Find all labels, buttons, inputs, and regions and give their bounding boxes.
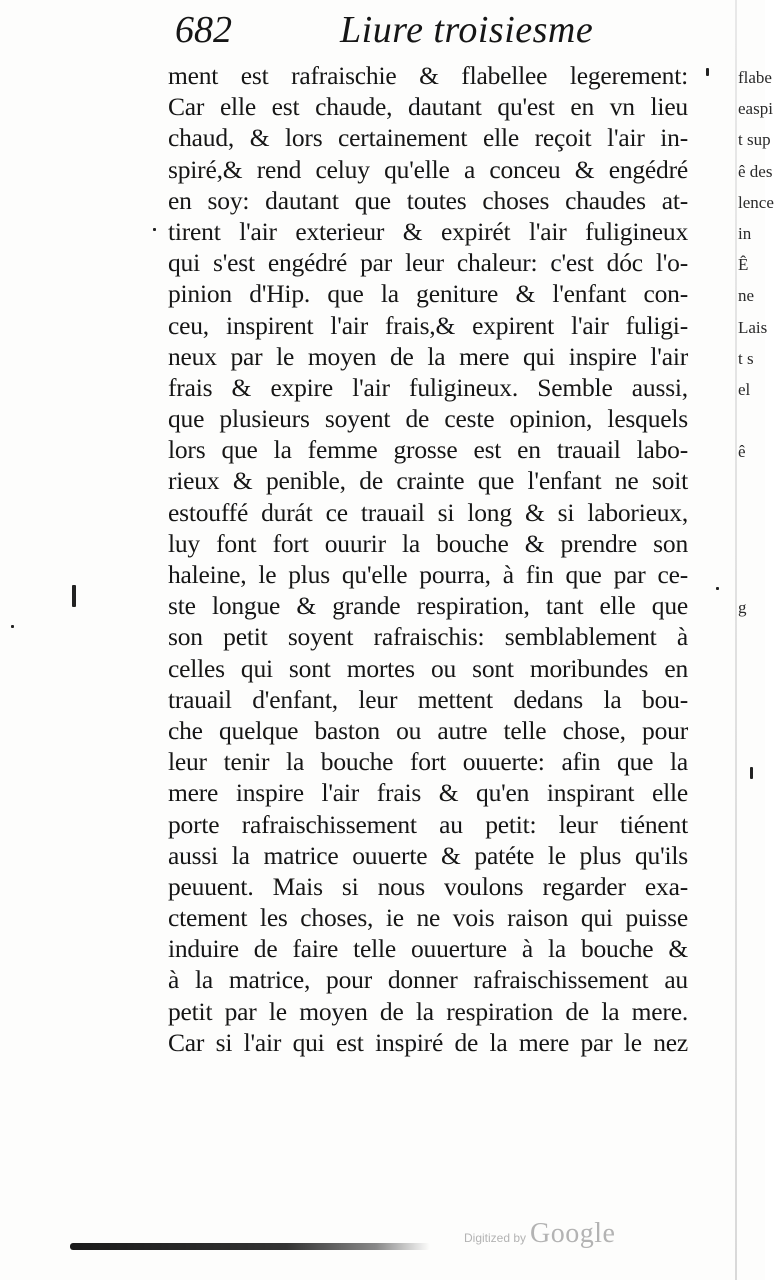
- text-line: pinion d'Hip. que la geniture & l'enfant con-: [168, 279, 688, 309]
- text-line: tirent l'air exterieur & expirét l'air fuligineux: [168, 216, 688, 246]
- adjacent-line-fragment: in: [738, 223, 752, 243]
- text-line: ment est rafraischie & flabellee legerement:: [168, 61, 688, 90]
- adjacent-line-fragment: flabe: [738, 68, 772, 87]
- digitized-watermark: [464, 1218, 615, 1248]
- text-line: qui s'est engédré par leur chaleur: c'est dóc l'o-: [168, 248, 688, 278]
- page-number: 682: [175, 9, 232, 51]
- ink-speck: [706, 68, 709, 76]
- adjacent-line-fragment: Lais: [738, 317, 768, 337]
- text-line: aussi la matrice ouuerte & patéte le plus qu'ils: [168, 840, 688, 870]
- text-line: haleine, le plus qu'elle pourra, à fin que par ce-: [168, 560, 688, 589]
- text-line: ceu, inspirent l'air frais,& expirent l'air fuligi-: [168, 310, 688, 340]
- text-line: frais & expire l'air fuligineux. Semble aussi,: [168, 372, 688, 402]
- adjacent-line-fragment: easpi: [738, 99, 773, 119]
- ink-speck: [716, 587, 719, 590]
- text-line: en soy: dautant que toutes choses chaudes at-: [168, 185, 688, 215]
- text-line: neux par le moyen de la mere qui inspire l'air: [168, 341, 688, 371]
- text-line: rieux & penible, de crainte que l'enfant ne soit: [168, 466, 688, 496]
- scan-smudge: [70, 1243, 430, 1250]
- text-line: lors que la femme grosse est en trauail labo-: [168, 435, 688, 465]
- text-line: celles qui sont mortes ou sont moribundes en: [168, 653, 688, 683]
- text-line: peuuent. Mais si nous voulons regarder exa-: [168, 871, 688, 901]
- text-line: spiré,& rend celuy qu'elle a conceu & engédré: [168, 154, 688, 184]
- ink-speck: [750, 767, 753, 779]
- adjacent-line-fragment: [738, 530, 765, 561]
- adjacent-line-fragment: ê: [738, 442, 746, 462]
- text-line: à la matrice, pour donner rafraischissement au: [168, 965, 688, 995]
- adjacent-page-bleed: [738, 62, 774, 717]
- text-line: luy font fort ouurir la bouche & prendre son: [168, 528, 688, 558]
- adjacent-line-fragment: [738, 655, 765, 686]
- adjacent-line-fragment: [738, 499, 765, 530]
- ink-speck: [11, 625, 14, 628]
- google-logo: Google: [530, 1218, 616, 1249]
- ink-speck: [153, 228, 156, 231]
- adjacent-line-fragment: [738, 561, 765, 592]
- text-line: induire de faire telle ouuerture à la bouche &: [168, 934, 688, 964]
- adjacent-line-fragment: g: [738, 598, 747, 618]
- text-line: chaud, & lors certainement elle reçoit l'air in-: [168, 123, 688, 153]
- text-line: leur tenir la bouche fort ouuerte: afin que la: [168, 747, 688, 777]
- adjacent-line-fragment: [738, 623, 765, 654]
- text-line: mere inspire l'air frais & qu'en inspirant elle: [168, 778, 688, 808]
- adjacent-line-fragment: [738, 467, 765, 498]
- running-title: Liure troisiesme: [340, 9, 594, 51]
- adjacent-line-fragment: ê des: [738, 161, 773, 181]
- adjacent-line-fragment: el: [738, 379, 751, 399]
- adjacent-line-fragment: [738, 686, 765, 717]
- text-line: petit par le moyen de la respiration de la mere.: [168, 996, 688, 1026]
- adjacent-line-fragment: t s: [738, 348, 754, 368]
- text-line: ctement les choses, ie ne vois raison qui puisse: [168, 903, 688, 933]
- text-line: Car si l'air qui est inspiré de la mere par le nez: [168, 1027, 688, 1057]
- page-header: [175, 8, 695, 52]
- adjacent-line-fragment: t sup: [738, 130, 771, 150]
- ink-speck: [72, 585, 76, 607]
- text-line: porte rafraischissement au petit: leur tiénent: [168, 809, 688, 839]
- text-line: che quelque baston ou autre telle chose, pour: [168, 715, 688, 745]
- adjacent-line-fragment: lence: [738, 192, 774, 212]
- watermark-prefix: Digitized by: [464, 1231, 527, 1245]
- text-line: ste longue & grande respiration, tant elle que: [168, 591, 688, 621]
- adjacent-line-fragment: Ê: [738, 255, 749, 275]
- adjacent-line-fragment: ne: [738, 286, 755, 306]
- body-text: [168, 60, 688, 1058]
- text-line: que plusieurs soyent de ceste opinion, lesquels: [168, 404, 688, 434]
- text-line: Car elle est chaude, dautant qu'est en vn lieu: [168, 92, 688, 122]
- text-line: son petit soyent rafraischis: semblablement à: [168, 622, 688, 652]
- adjacent-line-fragment: [738, 405, 765, 436]
- page-edge: [735, 0, 737, 1280]
- text-line: trauail d'enfant, leur mettent dedans la bou-: [168, 684, 688, 714]
- text-line: estouffé durát ce trauail si long & si laborieux,: [168, 497, 688, 527]
